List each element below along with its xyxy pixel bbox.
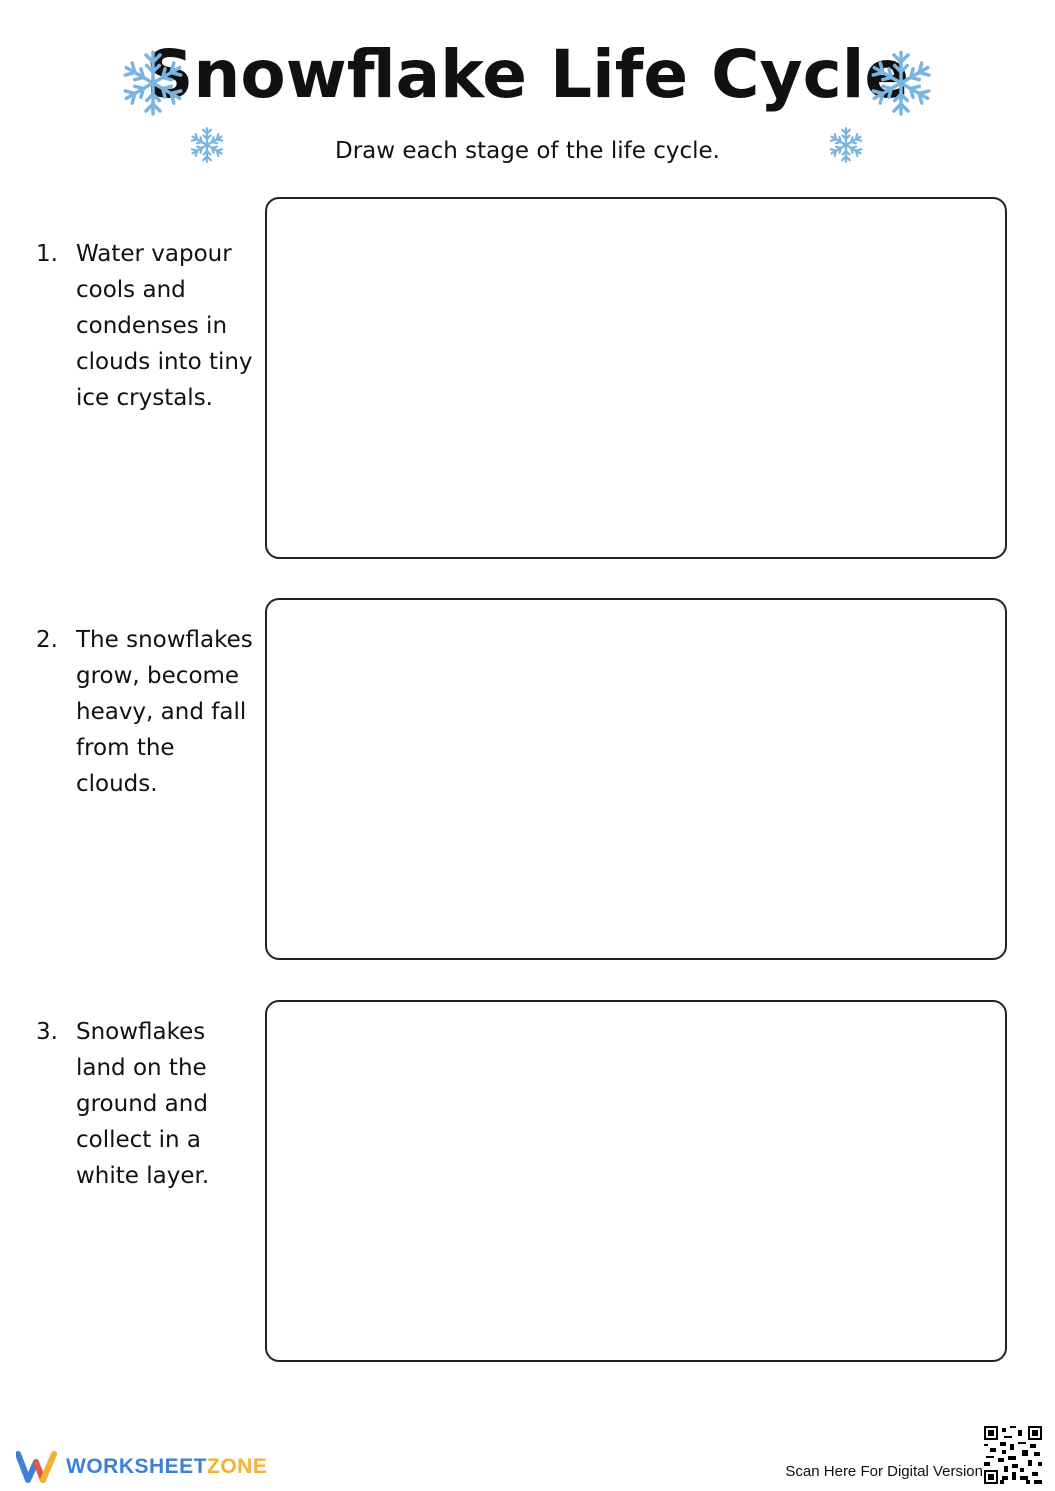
stage-number: 2. [36,627,58,653]
brand-name-part1: WORKSHEET [66,1455,207,1478]
brand-name-part2: ZONE [207,1455,268,1478]
stage-number: 3. [36,1019,58,1045]
stage-1-drawing-box[interactable] [265,197,1007,559]
page-title: Snowflake Life Cycle [145,36,910,113]
stage-3-instruction [36,1014,256,1194]
stage-description: Snowflakes land on the ground and collect in a white layer. [76,1019,210,1189]
stage-description: Water vapour cools and condenses in clouds into tiny ice crystals. [76,241,253,411]
stage-2-drawing-box[interactable] [265,598,1007,960]
snowflake-icon [827,126,865,164]
stage-2-instruction [36,622,256,802]
worksheetzone-logo-icon [16,1450,58,1484]
stage-number: 1. [36,241,58,267]
stage-3-drawing-box[interactable] [265,1000,1007,1362]
snowflake-icon [118,48,188,118]
snowflake-icon [188,126,226,164]
snowflake-icon [866,48,936,118]
stage-1-instruction [36,236,256,416]
brand-name [66,1455,267,1479]
stage-description: The snowflakes grow, become heavy, and fall from the clouds. [76,627,253,797]
qr-code-icon[interactable] [984,1426,1042,1484]
page-subtitle: Draw each stage of the life cycle. [335,138,720,164]
qr-label: Scan Here For Digital Version [785,1463,983,1480]
brand-logo [16,1450,267,1484]
